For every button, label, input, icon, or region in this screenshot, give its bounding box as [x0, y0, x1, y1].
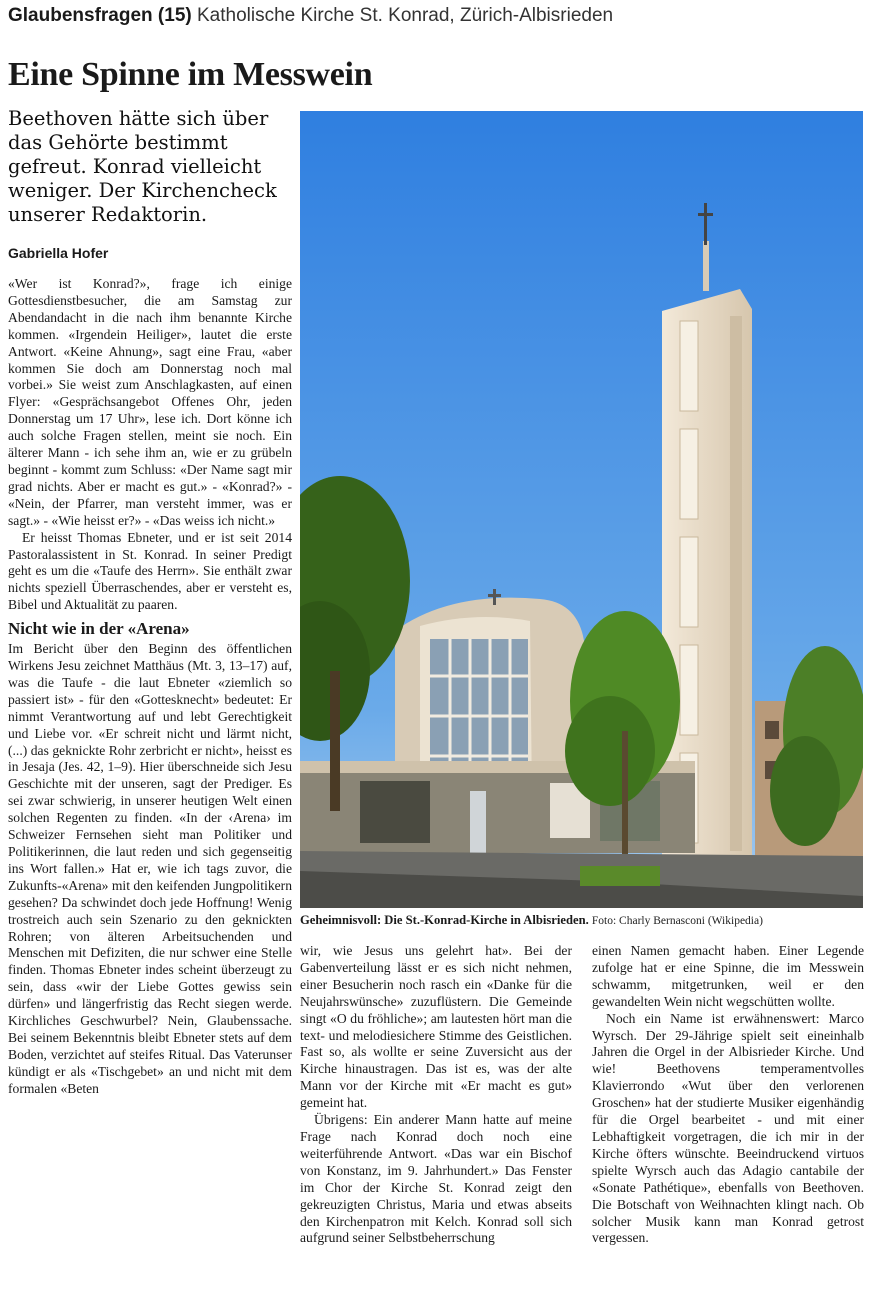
- paragraph: Übrigens: Ein anderer Mann hatte auf meine Frage nach Konrad doch noch eine weiterführende Antwort. «Das war ein Bischof von Konstanz, im 9. Jahrhundert.» Das Fenster im Chor der Kirche St. Konrad zeigt den gekreuzigten Christus, Maria und etwas abseits den Kirchenpatron mit Kelch. Konrad soll sich aufgrund seiner Selbstbeherrschung: [300, 1112, 572, 1246]
- paragraph: Im Bericht über den Beginn des öffentlichen Wirkens Jesu zeichnet Matthäus (Mt. 3, 13–17) auf, was die Taufe - die laut Ebneter «ziemlich so passiert ist» - für den «Gottesknecht» bedeutet: Er nimmt Verantwortung auf und lebt Gerechtigkeit und Liebe vor. «Er schreit nicht und lärmt nicht, (...) das geknickte Rohr zerbricht er nicht», heisst es in Jesaja (Jes. 42, 1–9). Hier überschneide sich Jesu Geschichte mit der unseren, sagt der Prediger. Es sei zwar schwierig, in unserer heutigen Welt einen solchen Regenten zu finden. «In der ‹Arena› im Schweizer Fernsehen sieht man Politiker und Politikerinnen, die laut reden und sich gegenseitig ins Wort fallen.» Hat er, wie ich tags zuvor, die Zukunfts-«Arena» mit den keifenden Jungpolitikern gesehen? Da schwindet doch jede Hoffnung! Wenig trostreich auch sein Szenario zu den geknickten Rohren; von älteren Arbeitsuchenden und Menschen mit Defiziten, die nur schwer eine Stelle finden. Thomas Ebneter indes scheint überzeugt zu sein, dass «wir der Liebe Gottes gewiss sein dürfen» und längerfristig das Recht siegen werde. Kirchliches Geschwurbel? Nein, Glaubenssache. Bei seinem Bekenntnis bleibt Ebneter stets auf dem Boden, verzichtet auf steifes Ritual. Das Vaterunser kündigt er als «Tischgebet» an und nicht mit dem formalen «Beten: [8, 641, 292, 1096]
- paragraph: «Wer ist Konrad?», frage ich einige Gottesdienstbesucher, die am Samstag zur Abendandacht in die nach ihm benannte Kirche kommen. «Irgendein Heiliger», lautet die erste Antwort. «Keine Ahnung», sagt eine Frau, «aber kommen Sie doch am Donnerstag noch mal vorbei.» Sie weist zum Anschlagkasten, auf einen Flyer: «Gesprächsangebot Offenes Ohr, jeden Donnerstag um 17 Uhr», lese ich. Dort könne ich auch solche Fragen stellen, meint sie noch. Ein älterer Mann - ich sehe ihm an, wie er zu grübeln beginnt - kommt zum Schluss: «Der Name sagt mir grad nichts. Aber er macht es gut.» - «Konrad?» - «Nein, der Pfarrer, man versteht immer, was er sagt.» - «Wie heisst er?» - «Das weiss ich nicht.»: [8, 276, 292, 528]
- headline: Eine Spinne im Messwein: [8, 56, 373, 93]
- kicker: [8, 5, 872, 27]
- lead-text: Beethoven hätte sich über das Gehörte bestimmt gefreut. Konrad vielleicht weniger. Der Kirchencheck unserer Redaktorin.: [8, 107, 277, 226]
- photo-credit: Foto: Charly Bernasconi (Wikipedia): [591, 915, 763, 927]
- paragraph: Noch ein Name ist erwähnenswert: Marco Wyrsch. Der 29-Jährige spielt seit eineinhalb Jahren die Orgel in der Albisrieder Kirche. Und wie! Beethovens temperamentvolles Klavierrondo «Wut über den verlorenen Groschen» hat der studierte Musiker eigenhändig für die Orgel bearbeitet - und mit einer Lebhaftigkeit vorgetragen, die ich mir in der Kirche öfters wünschte. Beeindruckend virtuos spielte Wyrsch auch das Adagio cantabile der «Sonate Pathétique», ebenfalls von Beethoven. Die Botschaft von Weihnachten klingt nach. Ob solcher Musik kann man Konrad getrost vergessen.: [592, 1010, 864, 1246]
- article-column-2: [300, 943, 572, 1247]
- paragraph: wir, wie Jesus uns gelehrt hat». Bei der Gabenverteilung lässt er es sich nicht nehmen, einer Besucherin noch rasch ein «Danke für die Neujahrswünsche» zuzuflüstern. Die Gemeinde singt «O du fröhliche»; am lautesten hört man die text- und melodiesichere Stimme des Geistlichen. Fast so, als wollte er seine Zuversicht aus der Kirche hinaustragen. Das ist es, was der alte Mann vor der Kirche mit «Er macht es gut» gemeint hat.: [300, 943, 572, 1111]
- photo-caption: [300, 913, 864, 928]
- church-photo: [300, 111, 863, 908]
- church-photo-icon: [300, 111, 863, 908]
- location-label: Katholische Kirche St. Konrad, Zürich-Albisrieden: [197, 5, 614, 26]
- paragraph: einen Namen gemacht haben. Einer Legende zufolge hat er eine Spinne, die im Messwein schwamm, mitgetrunken, weil er den gewandelten Wein nicht wegschütten wollte.: [592, 943, 864, 1009]
- byline: Gabriella Hofer: [8, 245, 109, 261]
- series-label: Glaubensfragen (15): [8, 5, 192, 26]
- article-column-3: [592, 943, 864, 1247]
- paragraph: Er heisst Thomas Ebneter, und er ist seit 2014 Pastoralassistent in St. Konrad. In seiner Predigt geht es um die «Taufe des Herrn». Sie enthält zwar nichts speziell Überraschendes, aber er versteht es, Bibel und Aktualität zu paaren.: [8, 529, 292, 613]
- subheading: Nicht wie in der «Arena»: [8, 619, 190, 639]
- article-column-1: [8, 276, 292, 1098]
- caption-text: Geheimnisvoll: Die St.-Konrad-Kirche in Albisrieden.: [300, 913, 589, 927]
